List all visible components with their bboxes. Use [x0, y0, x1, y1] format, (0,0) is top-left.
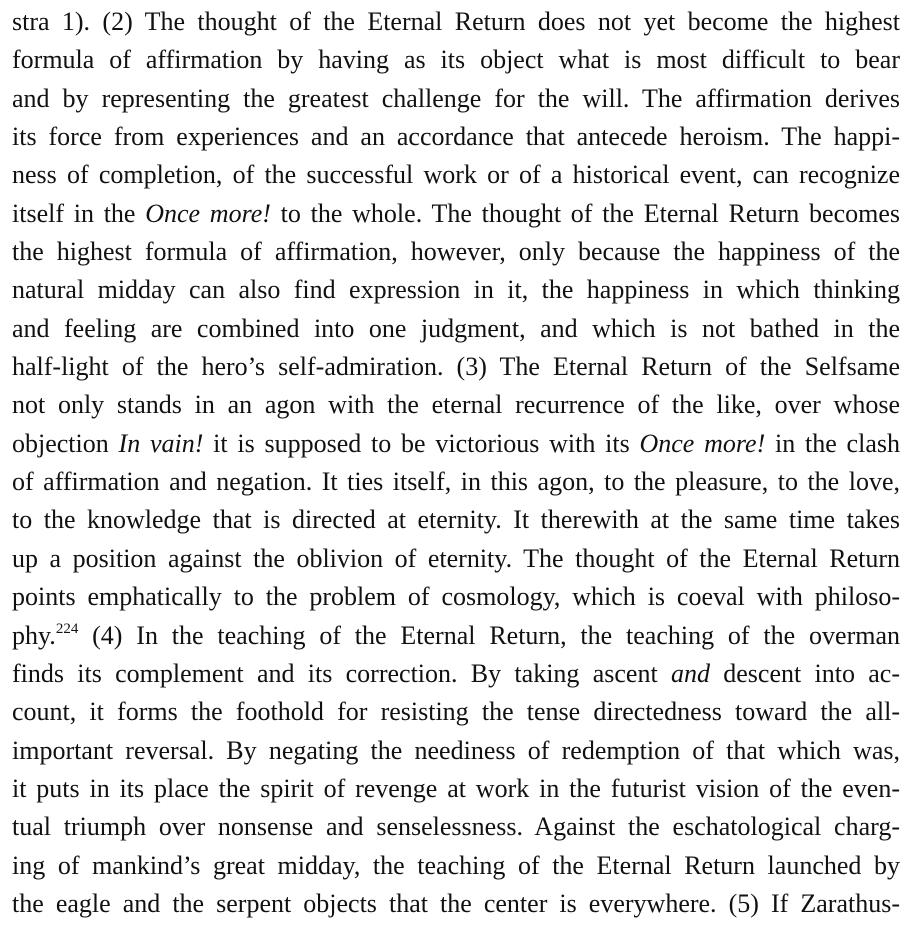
text-run: descent into ac- [709, 658, 900, 688]
text-run: count, it forms the foothold for resisting the tense directedness toward the all- [12, 697, 900, 727]
text-run: formula of affirmation by having as its object what is most difficult to bear [12, 45, 900, 75]
text-line [12, 655, 900, 693]
text-line [12, 195, 900, 233]
text-line [12, 578, 900, 616]
text-line [12, 540, 900, 578]
italic-text: and [670, 658, 710, 688]
text-run: to the knowledge that is directed at eternity. It therewith at the same time takes [12, 505, 900, 535]
text-run: ness of completion, of the successful work or of a historical event, can recognize [12, 160, 900, 190]
text-line [12, 617, 900, 655]
text-line [12, 233, 900, 271]
text-line [12, 156, 900, 194]
text-run: the eagle and the serpent objects that the center is everywhere. (5) If Zarathus- [12, 888, 900, 918]
text-run: the highest formula of affirmation, however, only because the happiness of the [12, 237, 900, 267]
text-line [12, 41, 900, 79]
text-run: stra 1). (2) The thought of the Eternal Return does not yet become the highest [12, 7, 900, 36]
text-line [12, 310, 900, 348]
text-run: to the whole. The thought of the Eternal Return becomes [270, 198, 900, 228]
text-line [12, 808, 900, 846]
text-line [12, 885, 900, 923]
text-run: and by representing the greatest challenge for the will. The affirmation derives [12, 83, 900, 113]
text-run: phy. [12, 620, 56, 650]
text-run: important reversal. By negating the neediness of redemption of that which was, [12, 735, 900, 765]
text-run: half-light of the hero’s self-admiration. (3) The Eternal Return of the Selfsame [12, 352, 900, 382]
text-run: tual triumph over nonsense and senselessness. Against the eschatological charg- [12, 812, 900, 842]
text-run: itself in the [12, 198, 146, 228]
text-line [12, 847, 900, 885]
text-run: up a position against the oblivion of eternity. The thought of the Eternal Return [12, 543, 900, 573]
text-line [12, 463, 900, 501]
text-line [12, 118, 900, 156]
italic-text: Once more! [145, 198, 271, 228]
text-line [12, 3, 900, 41]
text-run: finds its complement and its correction. By taking ascent [12, 658, 671, 688]
italic-text: In vain! [118, 428, 204, 458]
text-line [12, 348, 900, 386]
text-line [12, 732, 900, 770]
text-run: not only stands in an agon with the eternal recurrence of the like, over whose [12, 390, 900, 420]
text-run: ing of mankind’s great midday, the teaching of the Eternal Return launched by [12, 850, 900, 880]
footnote-ref: 224 [55, 620, 79, 637]
body-text [12, 3, 912, 923]
text-line [12, 80, 900, 118]
text-line [12, 386, 900, 424]
text-line [12, 693, 900, 731]
text-run: in the clash [765, 428, 900, 458]
text-line [12, 271, 900, 309]
text-run: natural midday can also find expression in it, the happiness in which thinking [12, 275, 900, 305]
italic-text: Once more! [639, 428, 766, 458]
text-run: it puts in its place the spirit of revenge at work in the futurist vision of the even- [12, 773, 900, 803]
text-line [12, 770, 900, 808]
text-run: it is supposed to be victorious with its [203, 428, 640, 458]
text-line [12, 425, 900, 463]
text-run: its force from experiences and an accordance that antecede heroism. The happi- [12, 122, 900, 152]
text-run: points emphatically to the problem of cosmology, which is coeval with philoso- [12, 582, 900, 612]
text-run: and feeling are combined into one judgment, and which is not bathed in the [12, 313, 900, 343]
text-line [12, 501, 900, 539]
text-run: (4) In the teaching of the Eternal Return, the teaching of the overman [78, 620, 900, 650]
text-run: objection [12, 428, 119, 458]
text-run: of affirmation and negation. It ties itself, in this agon, to the pleasure, to the love, [12, 467, 900, 497]
